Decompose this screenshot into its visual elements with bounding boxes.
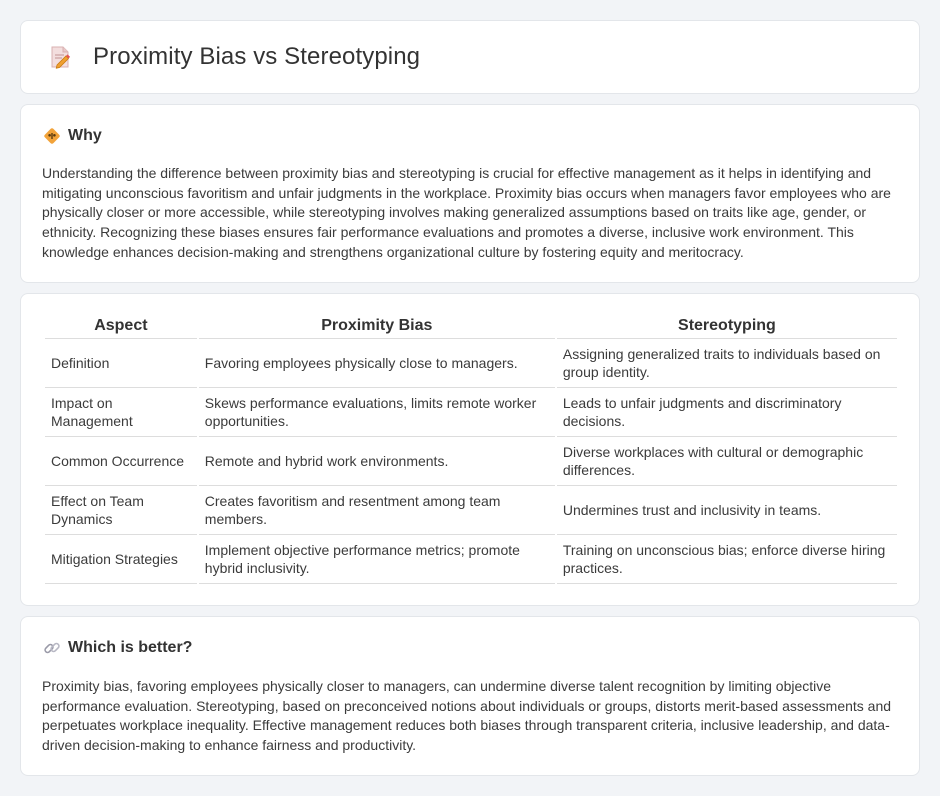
document-pencil-icon: [47, 44, 73, 70]
better-heading-row: [43, 639, 192, 657]
table-row: [45, 388, 897, 437]
cell-stereotyping: Leads to unfair judgments and discriminatory decisions.: [557, 388, 897, 437]
page-title: Proximity Bias vs Stereotyping: [93, 43, 421, 70]
cell-aspect: Definition: [45, 339, 197, 388]
cell-proximity-bias: Remote and hybrid work environments.: [199, 437, 555, 486]
diamond-warning-icon: [43, 127, 61, 145]
why-card: [20, 104, 920, 283]
cell-proximity-bias: Skews performance evaluations, limits remote worker opportunities.: [199, 388, 555, 437]
why-heading: Why: [68, 127, 102, 144]
cell-proximity-bias: Creates favoritism and resentment among team members.: [199, 486, 555, 535]
link-icon: [43, 639, 61, 657]
better-paragraph: Proximity bias, favoring employees physically closer to managers, can undermine diverse talent recognition by limiting objective performance evaluation. Stereotyping, based on preconceived notions about individuals or groups, distorts merit-based assessments and perpetuates workplace inequality. Effective management reduces both biases through transparent criteria, inclusive leadership, and data-driven decision-making to enhance fairness and productivity.: [42, 678, 892, 754]
cell-proximity-bias: Favoring employees physically close to managers.: [199, 339, 555, 388]
cell-aspect: Effect on Team Dynamics: [45, 486, 197, 535]
cell-aspect: Mitigation Strategies: [45, 535, 197, 584]
header-proximity-bias: Proximity Bias: [199, 314, 555, 339]
better-heading: Which is better?: [68, 639, 193, 656]
table-row: [45, 486, 897, 535]
cell-stereotyping: Assigning generalized traits to individuals based on group identity.: [557, 339, 897, 388]
title-row: [47, 43, 420, 71]
cell-stereotyping: Training on unconscious bias; enforce diverse hiring practices.: [557, 535, 897, 584]
cell-proximity-bias: Implement objective performance metrics; promote hybrid inclusivity.: [199, 535, 555, 584]
cell-aspect: Common Occurrence: [45, 437, 197, 486]
cell-aspect: Impact on Management: [45, 388, 197, 437]
which-is-better-card: [20, 616, 920, 776]
header-aspect: Aspect: [45, 314, 197, 339]
title-card: [20, 20, 920, 94]
why-paragraph: Understanding the difference between proximity bias and stereotyping is crucial for effective management as it helps in identifying and mitigating unconscious favoritism and unfair judgments in the workplace. Proximity bias occurs when managers favor employees who are physically closer or more accessible, while stereotyping involves making generalized assumptions based on traits like age, gender, or ethnicity. Recognizing these biases ensures fair performance evaluations and promotes a diverse, inclusive work environment. This knowledge enhances decision-making and strengthens organizational culture by fostering equity and meritocracy.: [42, 165, 891, 260]
cell-stereotyping: Undermines trust and inclusivity in teams.: [557, 486, 897, 535]
table-row: [45, 437, 897, 486]
table-header-row: [45, 314, 897, 339]
header-stereotyping: Stereotyping: [557, 314, 897, 339]
table-row: [45, 339, 897, 388]
why-heading-row: [43, 127, 102, 145]
comparison-card: [20, 293, 920, 606]
cell-stereotyping: Diverse workplaces with cultural or demographic differences.: [557, 437, 897, 486]
table-row: [45, 535, 897, 584]
comparison-table: [43, 314, 899, 584]
